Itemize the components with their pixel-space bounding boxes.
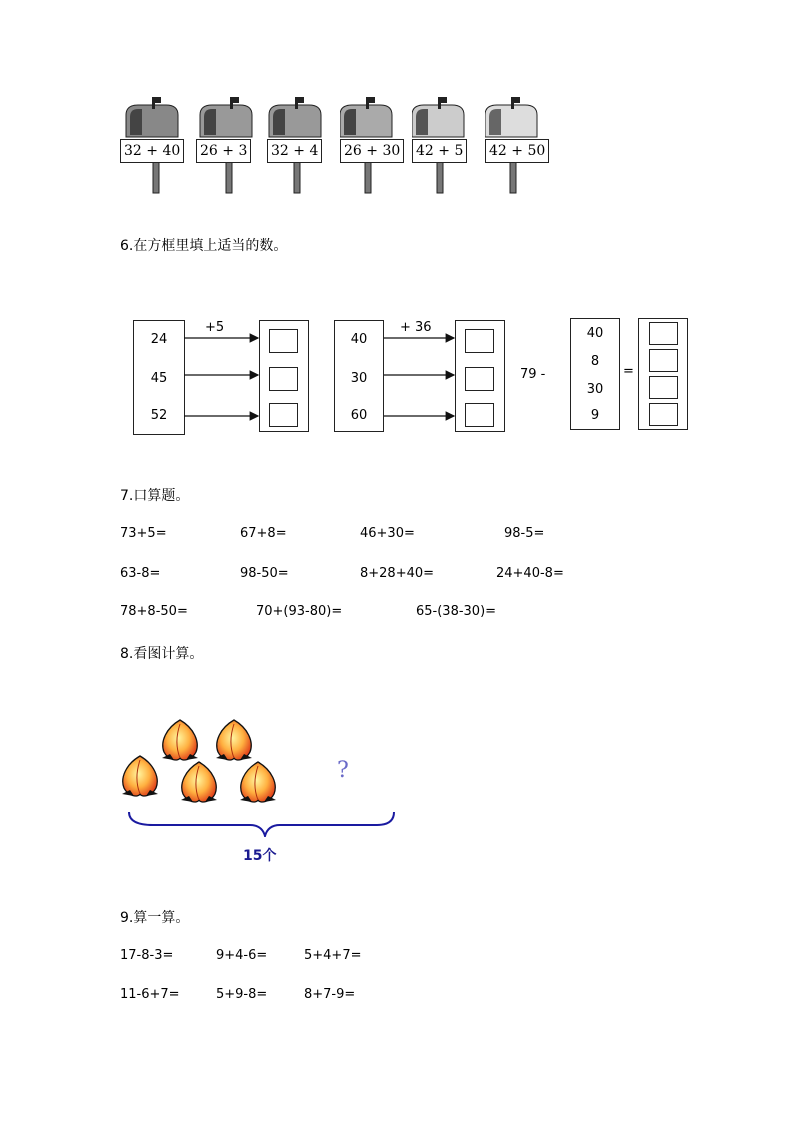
mailbox xyxy=(412,97,484,197)
arithmetic-problem: 5+9-8= xyxy=(216,987,268,1002)
curly-brace xyxy=(129,812,394,836)
equals-sign: = xyxy=(623,364,634,379)
mailbox-label: 26 + 3 xyxy=(196,139,251,163)
mailbox xyxy=(485,97,557,197)
answer-blank[interactable] xyxy=(269,329,298,353)
peach-icon xyxy=(240,762,276,802)
answer-blank[interactable] xyxy=(649,403,678,426)
answer-blank[interactable] xyxy=(465,329,494,353)
peach-icon xyxy=(216,720,252,760)
answer-blank[interactable] xyxy=(269,403,298,427)
mailbox-label: 32 + 4 xyxy=(267,139,322,163)
mailbox xyxy=(120,97,192,197)
arrows-group-2 xyxy=(384,330,456,425)
q8-title: 8.看图计算。 xyxy=(120,646,204,662)
arithmetic-problem: 8+28+40= xyxy=(360,566,435,581)
arithmetic-problem: 24+40-8= xyxy=(496,566,564,581)
peach-icon xyxy=(162,720,198,760)
arithmetic-problem: 17-8-3= xyxy=(120,948,174,963)
subtraction-prefix: 79 - xyxy=(520,367,546,382)
arithmetic-problem: 70+(93-80)= xyxy=(256,604,343,619)
input-value: 40 xyxy=(586,326,604,341)
input-value: 45 xyxy=(150,371,168,386)
input-value: 8 xyxy=(590,354,600,369)
arithmetic-problem: 78+8-50= xyxy=(120,604,188,619)
arithmetic-problem: 73+5= xyxy=(120,526,167,541)
input-value: 9 xyxy=(590,408,600,423)
arithmetic-problem: 67+8= xyxy=(240,526,287,541)
mailbox-label: 42 + 50 xyxy=(485,139,549,163)
peaches-illustration xyxy=(115,712,405,837)
answer-blank[interactable] xyxy=(465,403,494,427)
arithmetic-problem: 9+4-6= xyxy=(216,948,268,963)
answer-blank[interactable] xyxy=(649,322,678,345)
q7-title: 7.口算题。 xyxy=(120,488,190,504)
arithmetic-problem: 98-5= xyxy=(504,526,545,541)
arithmetic-problem: 65-(38-30)= xyxy=(416,604,497,619)
peach-icon xyxy=(181,762,217,802)
answer-blank[interactable] xyxy=(269,367,298,391)
arithmetic-problem: 5+4+7= xyxy=(304,948,362,963)
input-value: 30 xyxy=(350,371,368,386)
question-mark: ? xyxy=(337,758,349,783)
arithmetic-problem: 8+7-9= xyxy=(304,987,356,1002)
q9-title: 9.算一算。 xyxy=(120,910,190,926)
mailbox xyxy=(196,97,268,197)
mailbox-label: 42 + 5 xyxy=(412,139,467,163)
input-value: 60 xyxy=(350,408,368,423)
arithmetic-problem: 46+30= xyxy=(360,526,415,541)
input-value: 24 xyxy=(150,332,168,347)
answer-blank[interactable] xyxy=(649,376,678,399)
input-value: 30 xyxy=(586,382,604,397)
arithmetic-problem: 11-6+7= xyxy=(120,987,180,1002)
q6-title: 6.在方框里填上适当的数。 xyxy=(120,238,288,254)
operation-label: +5 xyxy=(205,320,225,335)
input-value: 52 xyxy=(150,408,168,423)
mailbox xyxy=(267,97,339,197)
mailbox-label: 26 + 30 xyxy=(340,139,404,163)
answer-blank[interactable] xyxy=(649,349,678,372)
mailbox xyxy=(340,97,412,197)
input-value: 40 xyxy=(350,332,368,347)
arithmetic-problem: 98-50= xyxy=(240,566,289,581)
total-label: 15个 xyxy=(243,848,277,864)
operation-label: + 36 xyxy=(400,320,432,335)
arithmetic-problem: 63-8= xyxy=(120,566,161,581)
peach-icon xyxy=(122,756,158,796)
answer-blank[interactable] xyxy=(465,367,494,391)
arrows-group-1 xyxy=(184,330,260,425)
mailbox-label: 32 + 40 xyxy=(120,139,184,163)
